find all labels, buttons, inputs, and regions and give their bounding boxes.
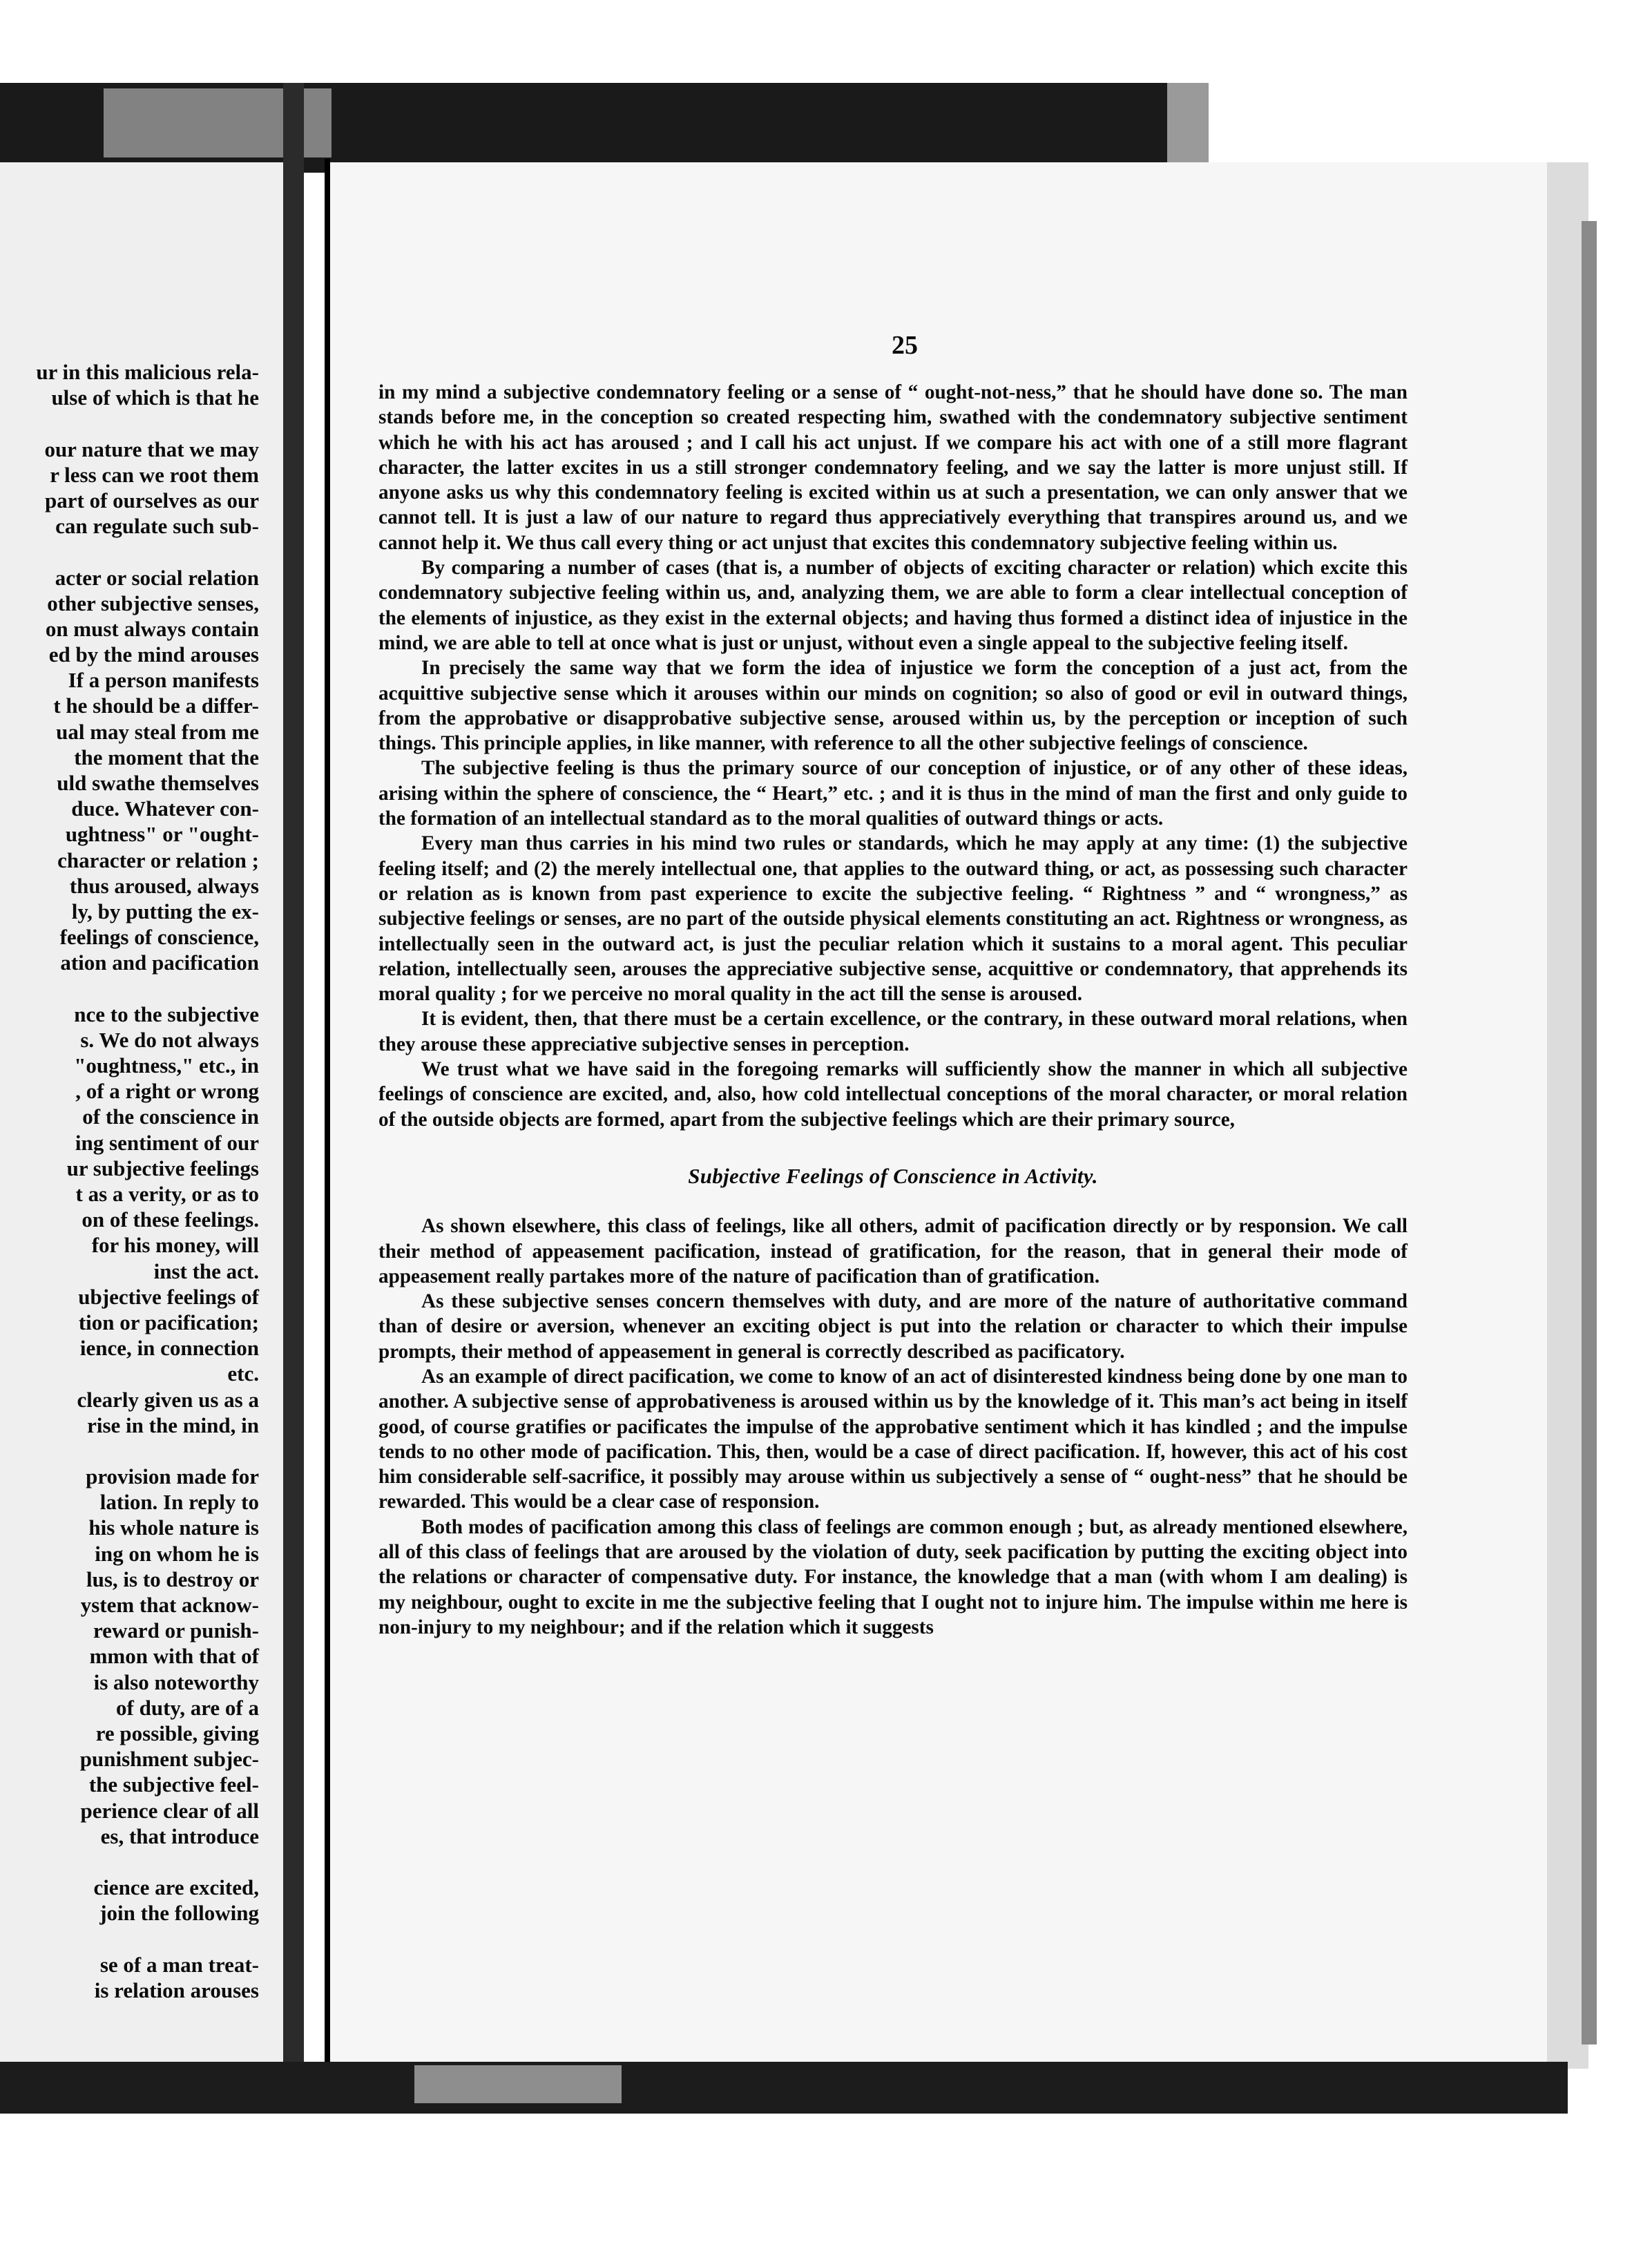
left-facing-page: [0, 162, 283, 2069]
left-page-line: ing on whom he is: [95, 1541, 259, 1566]
left-page-line: ing sentiment of our: [75, 1130, 259, 1155]
left-page-line: rise in the mind, in: [87, 1412, 259, 1437]
paragraph: The subjective feeling is thus the primary source of our conception of injustice, or of any other of these ideas, arising within the sphere of conscience, the “ Heart,” etc. ; and it is thus in the mind of man the first and only guide to the formation of an intellectual standard as to the moral qualities of outward things or acts.: [378, 757, 1408, 830]
left-page-line: cience are excited,: [93, 1875, 259, 1900]
left-page-line: acter or social relation: [55, 565, 259, 590]
left-page-line: ulse of which is that he: [51, 385, 259, 410]
left-page-line: [0, 410, 259, 436]
paragraph: It is evident, then, that there must be a certain excellence, or the contrary, in these outward moral relations, when they arouse these appreciative subjective senses in perception.: [378, 1008, 1408, 1055]
binding-tape-bottom: [414, 2065, 622, 2103]
page-gutter: [283, 83, 304, 2086]
left-page-line: ur in this malicious rela-: [36, 360, 259, 384]
paragraph: As shown elsewhere, this class of feelings, like all others, admit of pacification directly or by responsion. We call their method of appeasement pacification, instead of gratification, for the reason, that in general their mode of appeasement really partakes more of the nature of pacification than of gratification.: [378, 1215, 1408, 1287]
left-page-line: re possible, giving: [95, 1721, 259, 1745]
left-page-line: [0, 1438, 259, 1464]
left-page-line: etc.: [227, 1361, 259, 1386]
left-page-line: on of these feelings.: [81, 1207, 259, 1232]
left-page-line: reward or punish-: [93, 1618, 259, 1643]
left-page-line: ur subjective feelings: [66, 1156, 259, 1180]
left-page-line: r less can we root them: [50, 462, 259, 487]
scan-background-bottom: [0, 2062, 1568, 2114]
left-page-line: tion or pacification;: [78, 1310, 259, 1334]
left-page-line: the moment that the: [74, 745, 259, 769]
paragraph: Every man thus carries in his mind two rules or standards, which he may apply at any time: (1) the subjective feeling itself; and (2) the merely intellectual one, that applies to the outward thing, or act, as possessing such character or relation as is known from past experience to excite the subjective feeling. “ Rightness ” and “ wrongness,” as subjective feelings or senses, are no part of the outside physical elements constituting an act. Rightness or wrongness, as intellectually seen in the outward act, is just the peculiar relation which it sustains to a moral agent. This peculiar relation, intellectually seen, arouses the appreciative subjective sense, acquittive or condemnatory, that apprehends its moral quality ; for we perceive no moral quality in the act till the sense is aroused.: [378, 832, 1408, 1006]
left-page-line: our nature that we may: [44, 437, 259, 461]
left-page-line: ual may steal from me: [56, 719, 259, 744]
left-page-line: [0, 1849, 259, 1875]
left-page-line: is relation arouses: [94, 1978, 259, 2002]
left-page-line: es, that introduce: [100, 1823, 259, 1848]
main-text-block: [378, 380, 1408, 1640]
paragraph: in my mind a subjective condemnatory feeling or a sense of “ ought-not-ness,” that he should have done so. The man stands before me, in the conception so created respecting him, swathed with the condemnatory subjective sentiment which he with his act has aroused ; and I call his act unjust. If we compare his act with one of a still more flagrant character, the latter excites in us a still stronger condemnatory feeling, and we say the latter is more unjust still. If anyone asks us why this condemnatory feeling is excited within us at such a presentation, we can only answer that we cannot tell. It is just a law of our nature to regard thus appreciatively everything that transpires around us, and we cannot help it. We thus call every thing or act unjust that excites this condemnatory subjective feeling within us.: [378, 381, 1408, 554]
left-page-line: If a person manifests: [68, 668, 259, 693]
left-page-line: ience, in connection: [79, 1336, 259, 1361]
left-page-line: on must always contain: [45, 616, 259, 641]
left-page-line: character or relation ;: [57, 848, 259, 872]
left-page-line: for his money, will: [91, 1233, 259, 1258]
left-page-line: clearly given us as a: [77, 1387, 259, 1412]
left-page-line: mmon with that of: [89, 1644, 259, 1669]
left-page-line: t he should be a differ-: [53, 693, 259, 718]
page-number: 25: [892, 331, 918, 360]
left-page-line: is also noteworthy: [93, 1669, 259, 1694]
left-page-line: his whole nature is: [88, 1515, 259, 1540]
left-page-line: uld swathe themselves: [57, 771, 259, 795]
left-page-line: ly, by putting the ex-: [71, 899, 259, 923]
left-page-text: [0, 359, 259, 2003]
paragraph: As these subjective senses concern themselves with duty, and are more of the nature of authoritative command than of desire or aversion, whenever an exciting object is put into the relation or character to which their impulse prompts, their method of appeasement in general is correctly described as pacificatory.: [378, 1290, 1408, 1363]
paragraph: In precisely the same way that we form the idea of injustice we form the conception of a just act, from the acquittive subjective sense which it arouses within our minds on cognition; so also of good or evil in outward things, from the approbative or disapprobative subjective sense, aroused within us, by the perception or inception of such things. This principle applies, in like manner, with reference to all the other subjective feelings of conscience.: [378, 657, 1408, 755]
left-page-line: duce. Whatever con-: [71, 796, 259, 821]
left-page-line: inst the act.: [153, 1258, 259, 1283]
left-page-line: s. We do not always: [80, 1027, 259, 1052]
left-page-line: [0, 539, 259, 564]
paragraphs-before-heading: [378, 380, 1408, 1132]
left-page-line: lus, is to destroy or: [86, 1567, 259, 1591]
left-page-line: [0, 976, 259, 1002]
left-page-line: ubjective feelings of: [78, 1284, 259, 1309]
section-heading: Subjective Feelings of Conscience in Activity.: [688, 1163, 1098, 1188]
left-page-line: t as a verity, or as to: [75, 1182, 259, 1206]
left-page-line: [0, 1926, 259, 1951]
left-page-line: ed by the mind arouses: [48, 642, 259, 667]
left-page-line: punishment subjec-: [79, 1747, 259, 1772]
left-page-line: ation and pacification: [60, 950, 259, 975]
gutter-line: [325, 159, 330, 2086]
left-page-line: the subjective feel-: [88, 1772, 259, 1797]
left-page-line: , of a right or wrong: [75, 1079, 259, 1104]
left-page-line: part of ourselves as our: [45, 488, 259, 513]
left-page-line: can regulate such sub-: [55, 514, 259, 539]
left-page-line: nce to the subjective: [74, 1002, 259, 1026]
left-page-line: of duty, are of a: [116, 1695, 259, 1720]
left-page-line: feelings of conscience,: [59, 925, 259, 950]
paragraph: By comparing a number of cases (that is, a number of objects of exciting character or relation) which excite this condemnatory subjective feeling within us, and, analyzing them, we are able to form a clear intellectual conception of the elements of injustice, as they exist in the external objects; and having thus formed a distinct idea of injustice in the mind, we are able to tell at once what is just or unjust, without even a single appeal to the subjective feeling itself.: [378, 557, 1408, 654]
left-page-line: lation. In reply to: [99, 1490, 259, 1515]
left-page-line: of the conscience in: [82, 1104, 259, 1129]
left-page-line: other subjective senses,: [47, 591, 259, 615]
left-page-line: se of a man treat-: [99, 1952, 259, 1977]
left-page-line: perience clear of all: [80, 1798, 259, 1823]
left-page-line: "oughtness," etc., in: [74, 1053, 259, 1078]
left-page-line: provision made for: [86, 1464, 259, 1489]
left-page-line: join the following: [99, 1901, 259, 1926]
scan-background-top-right: [1167, 83, 1209, 173]
left-page-line: ughtness" or "ought-: [65, 822, 259, 847]
paragraph: We trust what we have said in the foregoing remarks will sufficiently show the manner in which all subjective feelings of conscience are excited, and, also, how cold intellectual conceptions of the moral character, or moral relation of the outside objects are formed, apart from the subjective feelings which are their primary source,: [378, 1058, 1408, 1131]
paragraph: Both modes of pacification among this class of feelings are common enough ; but, as already mentioned elsewhere, all of this class of feelings that are aroused by the violation of duty, seek pacification by putting the exciting object into the relations or character of compensative duty. For instance, the knowledge that a man (with whom I am dealing) is my neighbour, ought to excite in me the subjective feeling that I ought not to injure him. The impulse within me here is non-injury to my neighbour; and if the relation which it suggests: [378, 1515, 1408, 1638]
page-edge-shadow: [1582, 221, 1597, 2044]
paragraph: As an example of direct pacification, we come to know of an act of disinterested kindness being done by one man to another. A subjective sense of approbativeness is aroused within us by the knowledge of it. This man’s act being in itself good, of course gratifies or pacificates the impulse of the approbative sentiment which it has kindled ; and the impulse tends to no other mode of pacification. This, then, would be a case of direct pacification. If, however, this act of his cost him considerable self-sacrifice, it possibly may arouse within us subjectively a sense of “ ought-ness” that he should be rewarded. This would be a clear case of responsion.: [378, 1365, 1408, 1513]
paragraphs-after-heading: [378, 1214, 1408, 1640]
left-page-line: ystem that acknow-: [80, 1593, 259, 1617]
left-page-line: thus aroused, always: [69, 873, 259, 898]
